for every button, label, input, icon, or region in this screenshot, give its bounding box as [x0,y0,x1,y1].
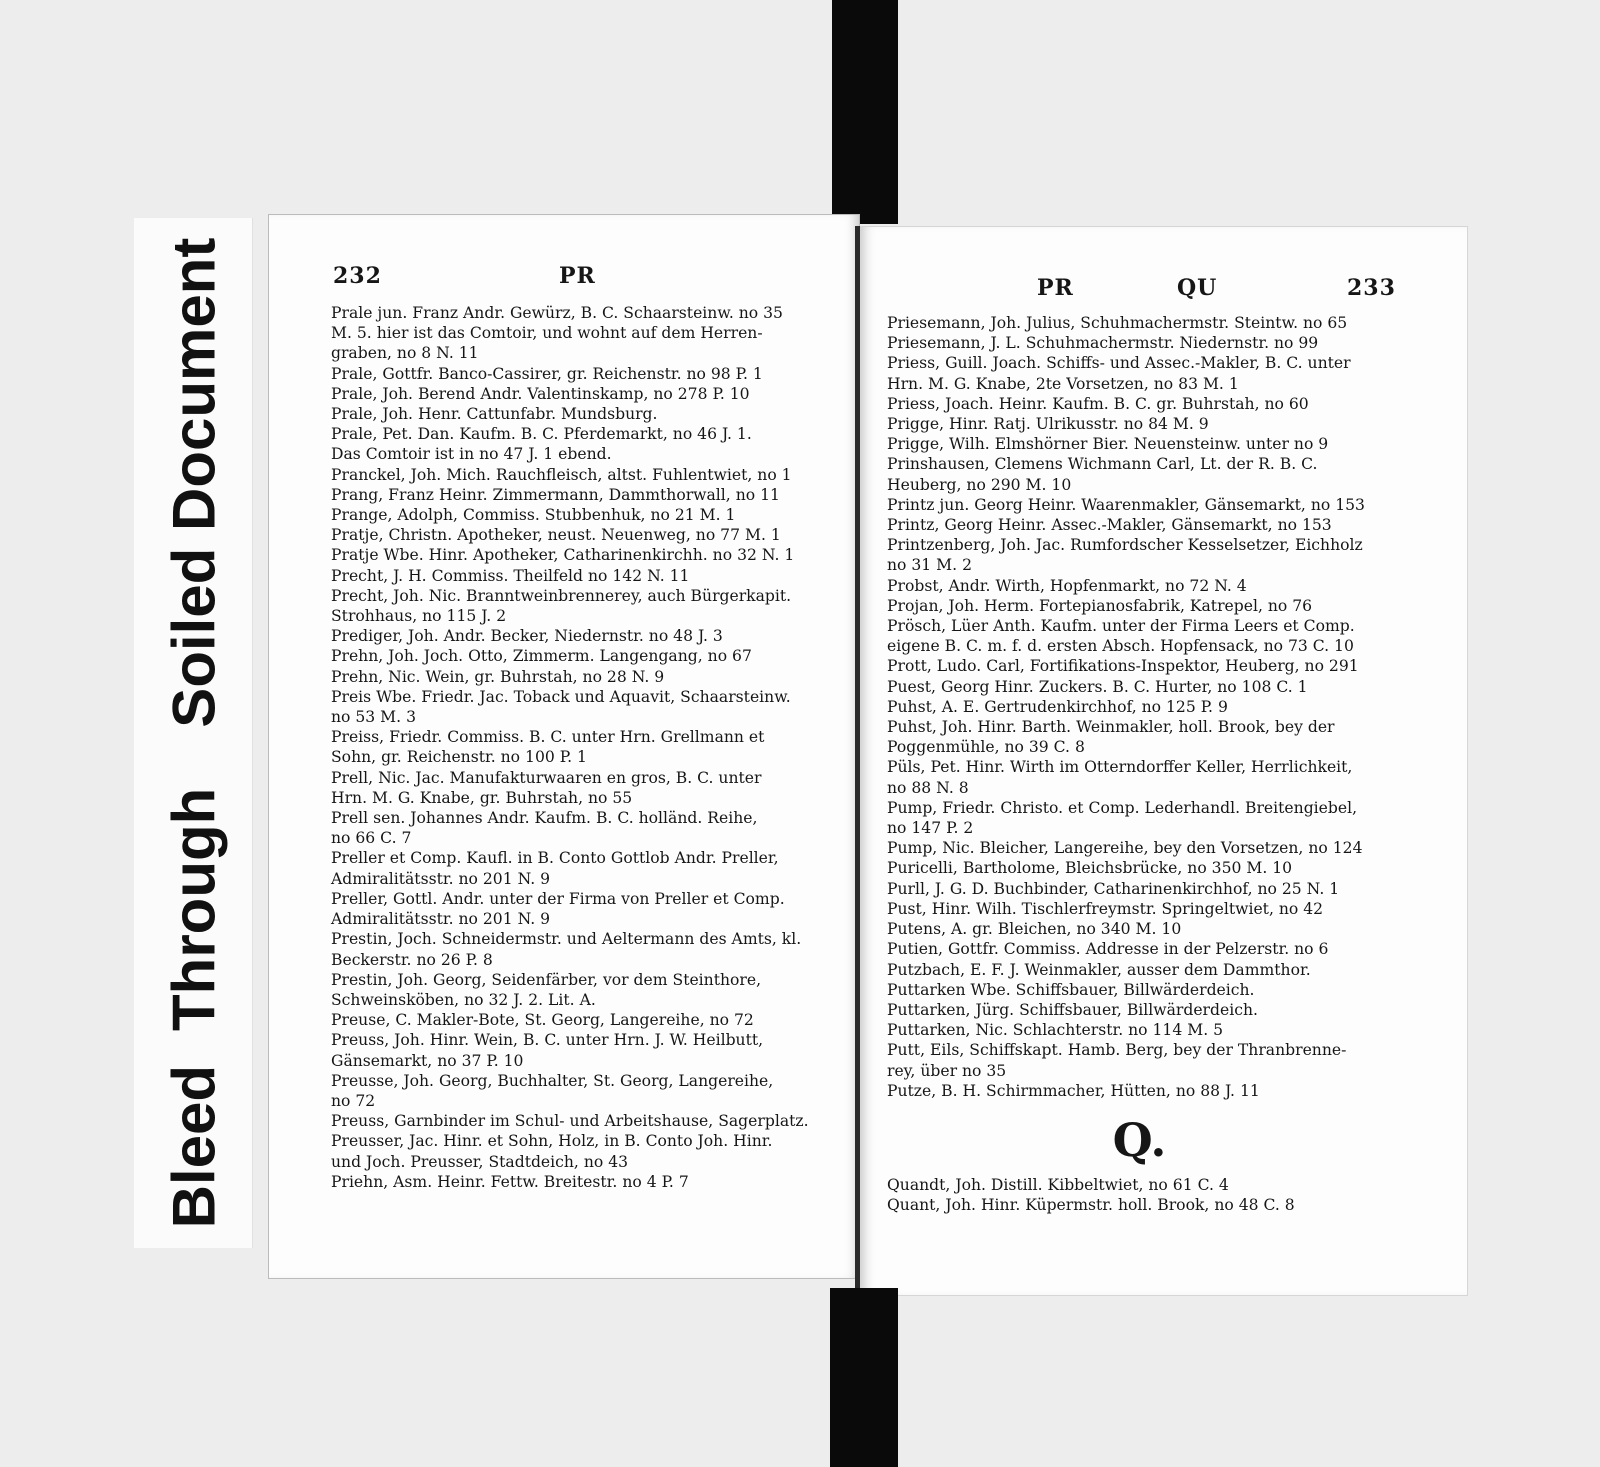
entry-line: Puttarken, Jürg. Schiffsbauer, Billwärderdeich. [887,1000,1258,1019]
entry-line: Precht, Joh. Nic. Branntweinbrennerey, auch Bürgerkapit. [331,586,792,605]
directory-entry [331,848,821,888]
directory-entry [887,980,1392,1000]
directory-entry [331,626,821,646]
entry-line: Pump, Nic. Bleicher, Langereihe, bey den Vorsetzen, no 124 [887,839,1363,858]
entry-line: Pranckel, Joh. Mich. Rauchfleisch, altst. Fuhlentwiet, no 1 [331,465,792,484]
entry-line: Prestin, Joh. Georg, Seidenfärber, vor dem Steinthore, [331,970,762,989]
directory-entry [887,939,1392,959]
tab-word-3: Soiled Document [160,237,228,728]
directory-entry [887,697,1392,717]
directory-entry [331,303,821,364]
entry-line: Schweinsköben, no 32 J. 2. Lit. A. [331,990,596,1009]
entry-line: Precht, J. H. Commiss. Theilfeld no 142 N. 11 [331,566,690,585]
binder-clip-top [832,0,898,224]
entry-line: Purll, J. G. D. Buchbinder, Catharinenkirchhof, no 25 N. 1 [887,879,1340,898]
entry-line: Prale, Pet. Dan. Kaufm. B. C. Pferdemarkt, no 46 J. 1. [331,425,752,444]
entry-line: no 147 P. 2 [887,819,974,838]
entry-line: Puttarken, Nic. Schlachterstr. no 114 M. 5 [887,1021,1224,1040]
entry-line: Priesemann, Joh. Julius, Schuhmachermstr. Steintw. no 65 [887,314,1348,332]
entry-line: Prale jun. Franz Andr. Gewürz, B. C. Schaarsteinw. no 35 [331,304,783,322]
directory-entry [331,525,821,545]
section-letter: Q. [1112,1112,1167,1167]
running-head-left: PR [1037,275,1074,301]
directory-entry [887,414,1392,434]
directory-entry [331,424,821,464]
entry-line: rey, über no 35 [887,1061,1007,1080]
directory-entry [887,960,1392,980]
directory-entry [331,404,821,424]
directory-entry [887,616,1392,656]
entry-line: Prestin, Joch. Schneidermstr. und Aeltermann des Amts, kl. [331,930,802,949]
entry-line: no 31 M. 2 [887,556,972,575]
directory-entry [331,505,821,525]
running-head: PR [559,263,596,289]
entry-line: Putt, Eils, Schiffskapt. Hamb. Berg, bey der Thranbrenne- [887,1041,1347,1060]
directory-entry [887,858,1392,878]
entry-line: Puricelli, Bartholome, Bleichsbrücke, no 350 M. 10 [887,859,1293,878]
page-number: 232 [333,263,382,289]
entry-line: Quant, Joh. Hinr. Küpermstr. holl. Brook, no 48 C. 8 [887,1196,1295,1215]
entry-line: Pratje Wbe. Hinr. Apotheker, Catharinenkirchh. no 32 N. 1 [331,546,795,565]
entry-line: Preuss, Joh. Hinr. Wein, B. C. unter Hrn. J. W. Heilbutt, [331,1031,764,1050]
tab-label [160,238,229,1229]
directory-entry [887,677,1392,697]
entry-line: Sohn, gr. Reichenstr. no 100 P. 1 [331,748,587,767]
directory-entries [331,303,821,1192]
right-page [860,226,1468,1296]
entry-line: Prale, Joh. Henr. Cattunfabr. Mundsburg. [331,405,658,424]
entry-line: Putien, Gottfr. Commiss. Addresse in der Pelzerstr. no 6 [887,940,1329,959]
entry-line: Priess, Guill. Joach. Schiffs- und Assec.-Makler, B. C. unter [887,354,1351,373]
directory-entry [887,495,1392,515]
entry-line: Prell sen. Johannes Andr. Kaufm. B. C. holländ. Reihe, [331,809,758,828]
directory-entry [887,919,1392,939]
entry-line: Putze, B. H. Schirmmacher, Hütten, no 88 J. 11 [887,1081,1260,1100]
entry-line: und Joch. Preusser, Stadtdeich, no 43 [331,1152,629,1171]
directory-entry [887,1081,1392,1101]
entry-line: Preiss, Friedr. Commiss. B. C. unter Hrn. Grellmann et [331,728,765,747]
directory-entry [887,879,1392,899]
entry-line: Hrn. M. G. Knabe, 2te Vorsetzen, no 83 M. 1 [887,374,1239,393]
entry-line: Poggenmühle, no 39 C. 8 [887,738,1085,757]
directory-entry [331,586,821,626]
entry-line: no 88 N. 8 [887,778,969,797]
entry-line: Prange, Adolph, Commiss. Stubbenhuk, no 21 M. 1 [331,506,736,525]
directory-entry [331,889,821,929]
directory-entry [887,454,1392,494]
directory-entry [887,313,1392,333]
directory-entry [331,1030,821,1070]
directory-entry [887,717,1392,757]
entry-line: no 53 M. 3 [331,708,416,727]
entry-line: Preuss, Garnbinder im Schul- und Arbeitshause, Sagerplatz. [331,1112,809,1131]
directory-entry [887,1040,1392,1080]
entry-line: Hrn. M. G. Knabe, gr. Buhrstah, no 55 [331,788,633,807]
binder-clip-bottom [830,1288,898,1467]
entry-line: Printzenberg, Joh. Jac. Rumfordscher Kesselsetzer, Eichholz [887,536,1363,555]
entry-line: Priehn, Asm. Heinr. Fettw. Breitestr. no 4 P. 7 [331,1172,689,1191]
directory-entry [331,687,821,727]
directory-entry [887,1020,1392,1040]
entry-line: Prigge, Wilh. Elmshörner Bier. Neuensteinw. unter no 9 [887,435,1329,454]
directory-entry [331,1071,821,1111]
entry-line: eigene B. C. m. f. d. ersten Absch. Hopfensack, no 73 C. 10 [887,637,1354,656]
directory-entry [887,434,1392,454]
entry-line: Putens, A. gr. Bleichen, no 340 M. 10 [887,920,1182,939]
entry-line: no 66 C. 7 [331,829,412,848]
directory-entry [331,384,821,404]
directory-entry [331,1131,821,1171]
directory-entry [887,333,1392,353]
entry-line: M. 5. hier ist das Comtoir, und wohnt auf dem Herren- [331,324,763,343]
entry-line: Puest, Georg Hinr. Zuckers. B. C. Hurter, no 108 C. 1 [887,677,1308,696]
directory-entry [331,727,821,767]
entry-line: Preller, Gottl. Andr. unter der Firma von Preller et Comp. [331,889,785,908]
entry-line: Prell, Nic. Jac. Manufakturwaaren en gros, B. C. unter [331,768,762,787]
directory-entry [887,1000,1392,1020]
entry-line: Preuse, C. Makler-Bote, St. Georg, Langereihe, no 72 [331,1011,754,1030]
entry-line: Printz jun. Georg Heinr. Waarenmakler, Gänsemarkt, no 153 [887,495,1365,514]
entry-line: Preis Wbe. Friedr. Jac. Toback und Aquavit, Schaarsteinw. [331,687,791,706]
directory-entry [887,576,1392,596]
entry-line: Prehn, Joh. Joch. Otto, Zimmerm. Langengang, no 67 [331,647,752,666]
tab-word-2: Through [160,787,228,1031]
entry-line: graben, no 8 N. 11 [331,344,479,363]
entry-line: Prösch, Lüer Anth. Kaufm. unter der Firma Leers et Comp. [887,617,1355,636]
directory-entry [887,1195,1392,1215]
running-head-right: QU [1177,275,1218,301]
entry-line: Das Comtoir ist in no 47 J. 1 ebend. [331,445,612,464]
entry-line: Puhst, A. E. Gertrudenkirchhof, no 125 P. 9 [887,697,1228,716]
entry-line: Gänsemarkt, no 37 P. 10 [331,1051,524,1070]
entry-line: Priesemann, J. L. Schuhmachermstr. Niedernstr. no 99 [887,334,1319,353]
directory-entry [887,515,1392,535]
left-page [268,214,860,1279]
directory-entries [887,313,1392,1215]
directory-entry [331,808,821,848]
entry-line: Prang, Franz Heinr. Zimmermann, Dammthorwall, no 11 [331,485,780,504]
entry-line: Admiralitätsstr. no 201 N. 9 [331,910,551,929]
directory-entry [887,1175,1392,1195]
entry-line: Putzbach, E. F. J. Weinmakler, ausser dem Dammthor. [887,960,1311,979]
page-number: 233 [1347,275,1396,301]
directory-entry [887,838,1392,858]
directory-entry [331,970,821,1010]
entry-line: Preusse, Joh. Georg, Buchhalter, St. Georg, Langereihe, [331,1071,774,1090]
directory-entry [331,667,821,687]
directory-entry [887,656,1392,676]
directory-entry [331,465,821,485]
entry-line: no 72 [331,1091,376,1110]
directory-entry [331,566,821,586]
entry-line: Preller et Comp. Kaufl. in B. Conto Gottlob Andr. Preller, [331,849,779,868]
directory-entry [331,929,821,969]
entry-line: Prigge, Hinr. Ratj. Ulrikusstr. no 84 M. 9 [887,415,1209,434]
directory-entry [331,545,821,565]
directory-entry [331,1172,821,1192]
directory-entry [887,394,1392,414]
entry-line: Priess, Joach. Heinr. Kaufm. B. C. gr. Buhrstah, no 60 [887,394,1309,413]
directory-entry [887,899,1392,919]
entry-line: Pratje, Christn. Apotheker, neust. Neuenweg, no 77 M. 1 [331,526,781,545]
entry-line: Pust, Hinr. Wilh. Tischlerfreymstr. Springeltwiet, no 42 [887,899,1324,918]
book-gutter [855,226,860,1290]
directory-entry [887,596,1392,616]
directory-entry [887,757,1392,797]
directory-entry [887,798,1392,838]
entry-line: Püls, Pet. Hinr. Wirth im Otterndorffer Keller, Herrlichkeit, [887,758,1353,777]
entry-line: Admiralitätsstr. no 201 N. 9 [331,869,551,888]
tab-word-1: Bleed [160,1064,228,1229]
entry-line: Printz, Georg Heinr. Assec.-Makler, Gänsemarkt, no 153 [887,516,1332,535]
entry-line: Probst, Andr. Wirth, Hopfenmarkt, no 72 N. 4 [887,576,1247,595]
entry-line: Prale, Joh. Berend Andr. Valentinskamp, no 278 P. 10 [331,384,750,403]
entry-line: Prott, Ludo. Carl, Fortifikations-Inspektor, Heuberg, no 291 [887,657,1359,676]
directory-entry [331,1010,821,1030]
entry-line: Heuberg, no 290 M. 10 [887,475,1072,494]
entry-line: Quandt, Joh. Distill. Kibbeltwiet, no 61 C. 4 [887,1175,1229,1194]
directory-entry [331,768,821,808]
directory-entry [331,364,821,384]
directory-entry [331,1111,821,1131]
entry-line: Beckerstr. no 26 P. 8 [331,950,493,969]
entry-line: Prinshausen, Clemens Wichmann Carl, Lt. der R. B. C. [887,455,1318,474]
entry-line: Strohhaus, no 115 J. 2 [331,607,507,626]
entry-line: Pump, Friedr. Christo. et Comp. Lederhandl. Breitengiebel, [887,798,1358,817]
entry-line: Puhst, Joh. Hinr. Barth. Weinmakler, holl. Brook, bey der [887,718,1335,737]
directory-entry [887,535,1392,575]
entry-line: Prehn, Nic. Wein, gr. Buhrstah, no 28 N. 9 [331,667,665,686]
entry-line: Prediger, Joh. Andr. Becker, Niedernstr. no 48 J. 3 [331,627,723,646]
entry-line: Prale, Gottfr. Banco-Cassirer, gr. Reichenstr. no 98 P. 1 [331,364,763,383]
directory-entry [331,646,821,666]
entry-line: Projan, Joh. Herm. Fortepianosfabrik, Katrepel, no 76 [887,596,1313,615]
directory-entry [887,353,1392,393]
directory-entry [331,485,821,505]
entry-line: Preusser, Jac. Hinr. et Sohn, Holz, in B. Conto Joh. Hinr. [331,1132,773,1151]
entry-line: Puttarken Wbe. Schiffsbauer, Billwärderdeich. [887,980,1255,999]
